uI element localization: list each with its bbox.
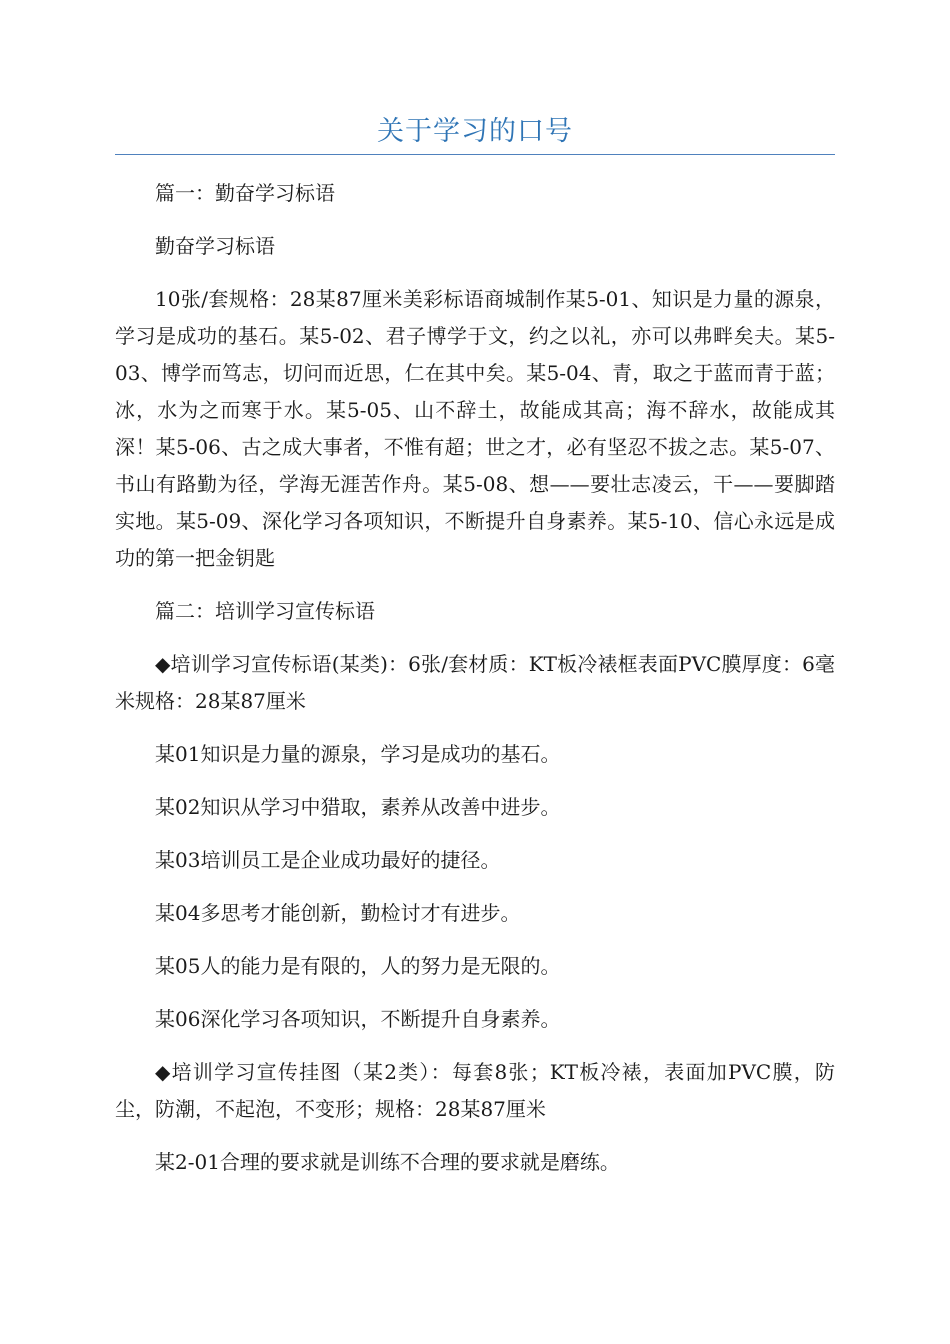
slogan-item: 某06深化学习各项知识，不断提升自身素养。 bbox=[155, 1007, 561, 1031]
paragraph-spec-1: ◆培训学习宣传标语(某类)：6张/套材质：KT板冷裱框表面PVC膜厚度：6毫米规格：28某87厘米 bbox=[115, 652, 835, 713]
document-body bbox=[115, 175, 835, 1197]
document-title: 关于学习的口号 bbox=[377, 116, 573, 147]
slogan-item: 某02知识从学习中猎取，素养从改善中进步。 bbox=[155, 795, 561, 819]
slogan-item: 某01知识是力量的源泉，学习是成功的基石。 bbox=[155, 742, 561, 766]
paragraph-spec-2: ◆培训学习宣传挂图（某2类）：每套8张；KT板冷裱，表面加PVC膜，防尘，防潮，不起泡，不变形；规格：28某87厘米 bbox=[115, 1060, 835, 1121]
slogan-item: 某2-01合理的要求就是训练不合理的要求就是磨练。 bbox=[155, 1150, 620, 1174]
slogan-item: 某03培训员工是企业成功最好的捷径。 bbox=[155, 848, 501, 872]
paragraph-slogans-1: 10张/套规格：28某87厘米美彩标语商城制作某5-01、知识是力量的源泉，学习是成功的基石。某5-02、君子博学于文，约之以礼，亦可以弗畔矣夫。某5-03、博学而笃志，切问而近思，仁在其中矣。某5-04、青，取之于蓝而青于蓝；冰，水为之而寒于水。某5-05、山不辞土，故能成其高；海不辞水，故能成其深！某5-06、古之成大事者，不惟有超；世之才，必有坚忍不拔之志。某5-07、书山有路勤为径，学海无涯苦作舟。某5-08、想——要壮志凌云，干——要脚踏实地。某5-09、深化学习各项知识，不断提升自身素养。某5-10、信心永远是成功的第一把金钥匙 bbox=[115, 287, 835, 570]
title-underline bbox=[115, 154, 835, 155]
subheading-1: 勤奋学习标语 bbox=[155, 234, 275, 258]
section-heading-1: 篇一：勤奋学习标语 bbox=[155, 181, 335, 205]
section-heading-2: 篇二：培训学习宣传标语 bbox=[155, 599, 375, 623]
slogan-item: 某05人的能力是有限的，人的努力是无限的。 bbox=[155, 954, 561, 978]
slogan-item: 某04多思考才能创新，勤检讨才有进步。 bbox=[155, 901, 521, 925]
